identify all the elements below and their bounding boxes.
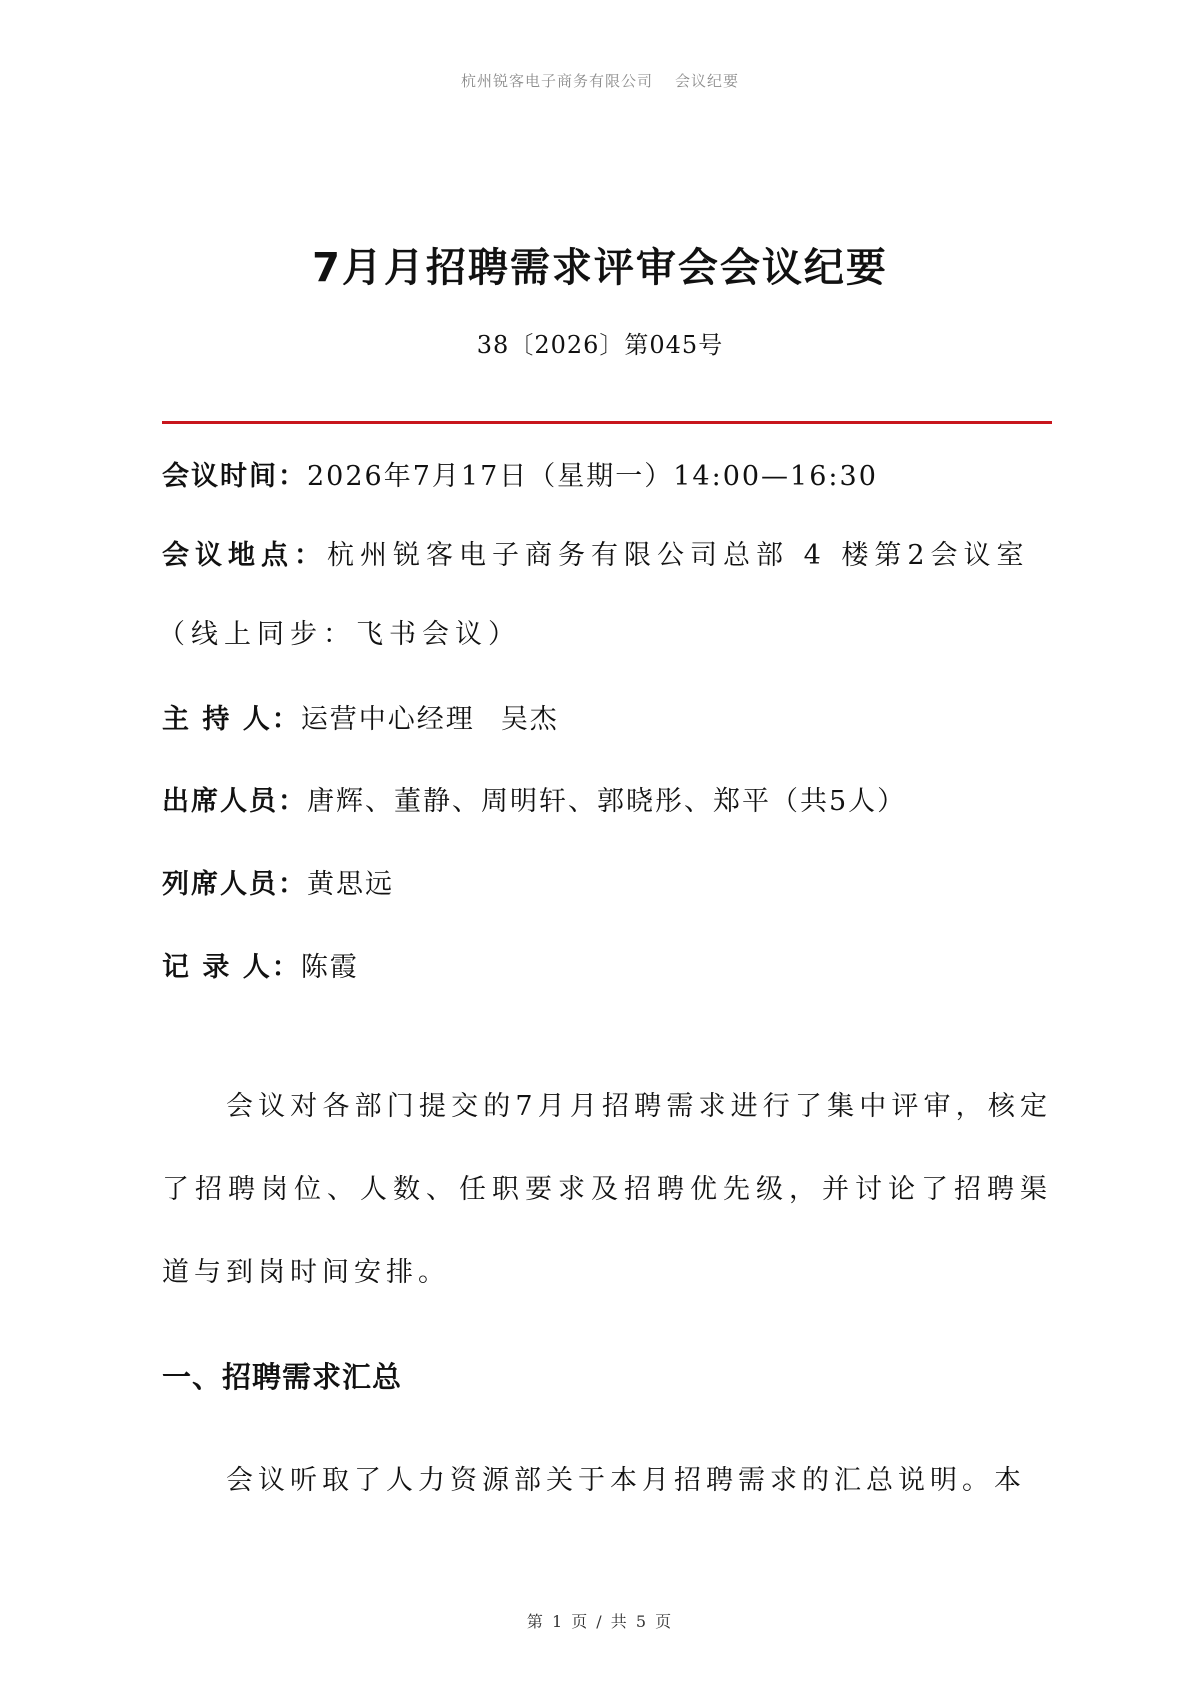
- field-label-attendees: 出席人员：: [162, 786, 307, 817]
- header-doc-type: 会议纪要: [675, 72, 740, 90]
- field-value-location-cont: （线上同步：飞书会议）: [158, 619, 521, 650]
- field-value-location: 杭州锐客电子商务有限公司总部 4 楼第2会议室: [327, 540, 1030, 571]
- page-footer: 第 1 页 / 共 5 页: [526, 1612, 674, 1631]
- field-meeting-location-cont: [158, 615, 1048, 655]
- field-host: [162, 700, 1052, 740]
- field-value-attendees: 唐辉、董静、周明轩、郭晓彤、郑平（共5人）: [307, 786, 907, 817]
- field-observers: [162, 865, 1052, 905]
- field-value-observers: 黄思远: [307, 869, 394, 900]
- document-title: 7月月招聘需求评审会会议纪要: [312, 245, 888, 291]
- field-label-host: 主 持 人：: [162, 704, 301, 735]
- header-company: 杭州锐客电子商务有限公司: [460, 72, 653, 90]
- field-meeting-time: [162, 457, 1052, 497]
- intro-paragraph: 会议对各部门提交的7月月招聘需求进行了集中评审，核定了招聘岗位、人数、任职要求及招聘优先级，并讨论了招聘渠道与到岗时间安排。: [162, 1091, 1052, 1288]
- field-attendees: [162, 782, 1052, 822]
- field-value-host-title: 运营中心经理: [300, 704, 475, 735]
- field-label-location: 会议地点：: [162, 540, 327, 571]
- field-recorder: [162, 948, 1052, 988]
- running-header: [0, 70, 1200, 91]
- document-number: 38〔2026〕第045号: [476, 331, 724, 359]
- field-label-recorder: 记 录 人：: [162, 952, 301, 983]
- field-value-host-name: 吴杰: [500, 704, 559, 735]
- red-divider-line: [162, 421, 1052, 424]
- field-value-recorder: 陈霞: [300, 952, 359, 983]
- field-meeting-location: [162, 536, 1052, 576]
- field-label-observers: 列席人员：: [162, 869, 307, 900]
- section-paragraph: 会议听取了人力资源部关于本月招聘需求的汇总说明。本: [226, 1465, 1026, 1496]
- field-label-time: 会议时间：: [162, 461, 307, 492]
- section-heading: 一、招聘需求汇总: [162, 1360, 403, 1394]
- field-value-time: 2026年7月17日（星期一）14:00—16:30: [307, 461, 878, 492]
